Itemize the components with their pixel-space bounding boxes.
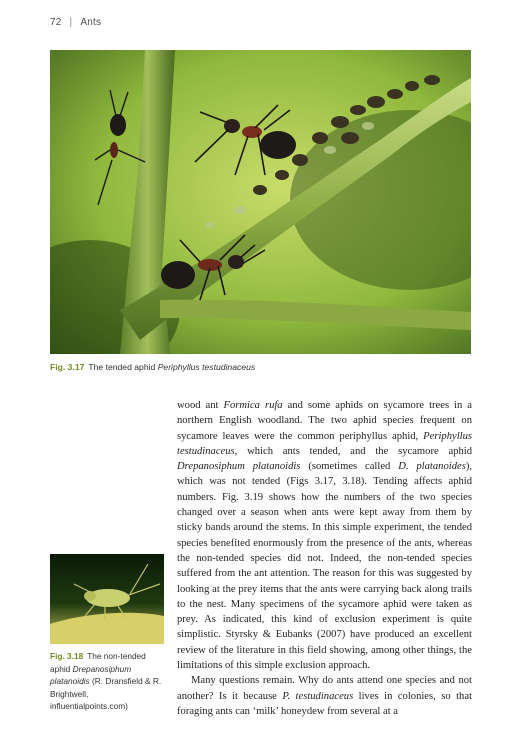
italic-term: P. testudinaceus <box>282 690 354 702</box>
caption-species: Drepanosiphum platanoidis <box>50 663 132 687</box>
caption-credit: (R. Dransfield & R. Brightwell, influentialpoints.com) <box>50 676 162 712</box>
text-run: Many questions remain. Why do ants attend one species and not another? Is it because <box>177 675 472 702</box>
italic-term: Periphyllus testudinaceus <box>177 430 472 457</box>
ant-aphid-photo <box>50 50 471 354</box>
caption-text: The non-tended aphid <box>50 651 146 674</box>
text-run: , which ants tended, and the sycamore aphid <box>234 445 472 457</box>
paragraph-1 <box>177 398 472 673</box>
paragraph-2 <box>177 673 472 719</box>
figure-label: Fig. 3.17 <box>50 362 85 372</box>
text-run: and some aphids on sycamore trees in a northern English woodland. The two aphid species frequent on sycamore leaves were the common periphyllus aphid, <box>177 400 472 442</box>
italic-term: D. platanoides <box>398 461 466 473</box>
header-separator: | <box>69 17 73 28</box>
body-text <box>177 398 472 719</box>
text-run: lives in colonies, so that foraging ants can ‘milk’ honeydew from several at a <box>177 690 472 717</box>
text-run: ), which was not tended (Figs 3.17, 3.18). Tending affects aphid numbers. Fig. 3.19 shows how the numbers of the two species changed over a season when ants were kept away from them by sticky bands around the stems. In this simple experiment, the tended species benefited enormously from the presence of the ants, whereas the non-tended species did not. Indeed, the non-tended species suffered from the ant attention. The reason for this was suggested by looking at the prey items that the ants were carrying back along trails to the nest. Many specimens of the sycamore aphid were taken as prey. As indicated, this kind of exclusion experiment is quite simplistic. Styrsky & Eubanks (2007) have produced an excellent review of the literature in this field showing, among other things, the limitations of this simple exclusion approach. <box>177 461 473 672</box>
sycamore-aphid-photo <box>50 554 164 644</box>
figure-caption-3-18 <box>50 650 168 713</box>
italic-term: Drepanosiphum platanoidis <box>177 461 301 473</box>
caption-species: Periphyllus testudinaceus <box>157 362 256 372</box>
figure-caption-3-17 <box>50 362 471 372</box>
figure-label: Fig. 3.18 <box>50 651 84 661</box>
chapter-title: Ants <box>80 17 102 28</box>
page-number: 72 <box>50 17 62 28</box>
text-run: (sometimes called <box>300 461 399 473</box>
text-run: wood ant <box>177 400 224 411</box>
running-head <box>50 17 101 28</box>
italic-term: Formica rufa <box>223 400 283 411</box>
caption-text: The tended aphid <box>88 362 158 372</box>
